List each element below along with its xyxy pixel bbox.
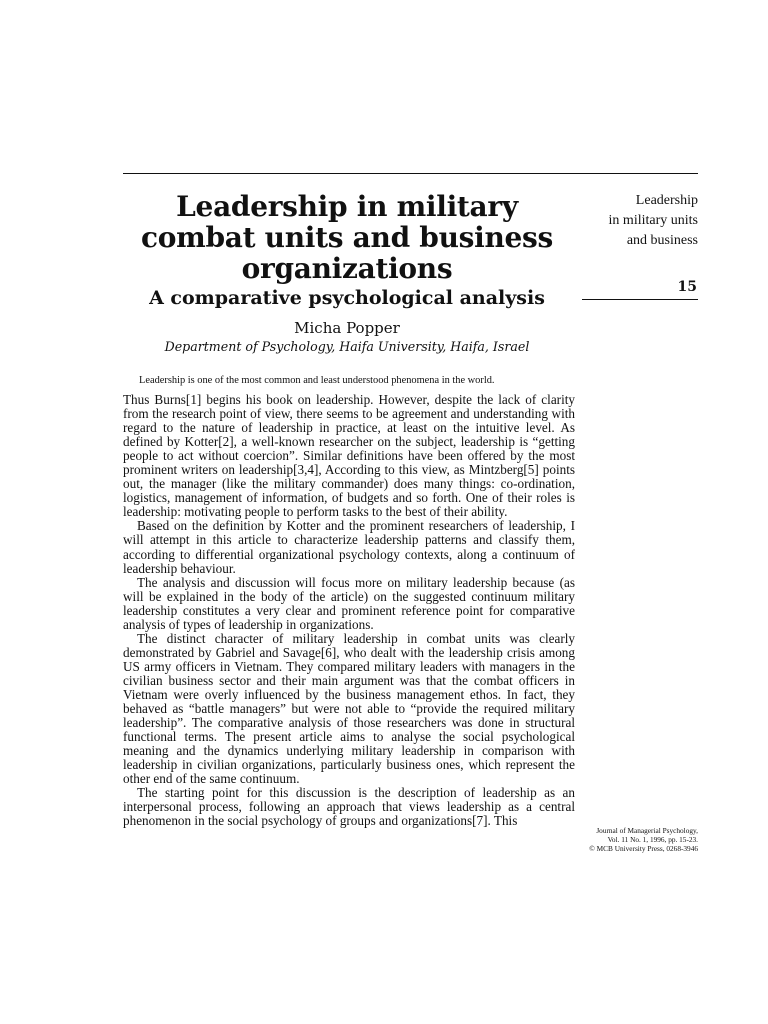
sidebar-rule bbox=[582, 299, 698, 300]
journal-citation-line: © MCB University Press, 0268-3946 bbox=[589, 844, 698, 854]
body-paragraph: Thus Burns[1] begins his book on leadership. However, despite the lack of clarity from the research point of view, there seems to be agreement and understanding with regard to the nature of leadership in practice, at least on the intuitive level. As defined by Kotter[2], a well-known researcher on the subject, leadership is “getting people to act without coercion”. Similar definitions have been offered by the most prominent writers on leadership[3,4], According to this view, as Mintzberg[5] points out, the manager (like the military commander) does many things: co-ordination, logistics, management of information, of budgets and so forth. One of their roles is leadership: motivating people to perform tasks to the best of their ability. bbox=[123, 392, 575, 520]
article-subtitle: A comparative psychological analysis bbox=[149, 287, 545, 309]
journal-citation-line: Journal of Managerial Psychology, bbox=[596, 826, 698, 835]
body-paragraph: Based on the definition by Kotter and the prominent researchers of leadership, I will attempt in this article to characterize leadership patterns and classify them, according to differential organizational psychology contexts, along a continuum of leadership behaviour. bbox=[123, 518, 575, 576]
journal-citation-line: Vol. 11 No. 1, 1996, pp. 15-23. bbox=[607, 835, 698, 845]
top-rule bbox=[123, 173, 698, 174]
page-number: 15 bbox=[677, 279, 697, 295]
running-head bbox=[582, 191, 698, 251]
epigraph: Leadership is one of the most common and least understood phenomena in the world. bbox=[139, 375, 495, 386]
journal-citation bbox=[578, 826, 698, 854]
article-body bbox=[123, 393, 575, 828]
running-head-line: in military units bbox=[608, 213, 698, 228]
running-head-line: Leadership bbox=[635, 193, 698, 208]
article-title: Leadership in military combat units and business organizations bbox=[141, 190, 553, 285]
author-name: Micha Popper bbox=[294, 319, 400, 337]
body-paragraph: The starting point for this discussion is the description of leadership as an interpersonal process, following an approach that views leadership as a central phenomenon in the social psychology of groups and organizations[7]. This bbox=[123, 785, 575, 829]
author-affiliation: Department of Psychology, Haifa University, Haifa, Israel bbox=[164, 339, 530, 354]
running-head-line: and business bbox=[626, 233, 698, 248]
body-paragraph: The analysis and discussion will focus more on military leadership because (as will be explained in the body of the article) on the suggested continuum military leadership constitutes a very clear and prominent reference point for comparative analysis of types of leadership in organizations. bbox=[123, 574, 575, 632]
body-paragraph: The distinct character of military leadership in combat units was clearly demonstrated by Gabriel and Savage[6], who dealt with the leadership crisis among US army officers in Vietnam. They compared military leaders with managers in the civilian business sector and their main argument was that the combat officers in Vietnam were overly influenced by the business management ethos. In fact, they behaved as “battle managers” but were not able to “provide the required military leadership”. The comparative analysis of those researchers was done in structural functional terms. The present article aims to analyse the social psychological meaning and the dynamics underlying military leadership in comparison with leadership in civilian organizations, particularly business ones, which represent the other end of the same continuum. bbox=[123, 630, 575, 787]
